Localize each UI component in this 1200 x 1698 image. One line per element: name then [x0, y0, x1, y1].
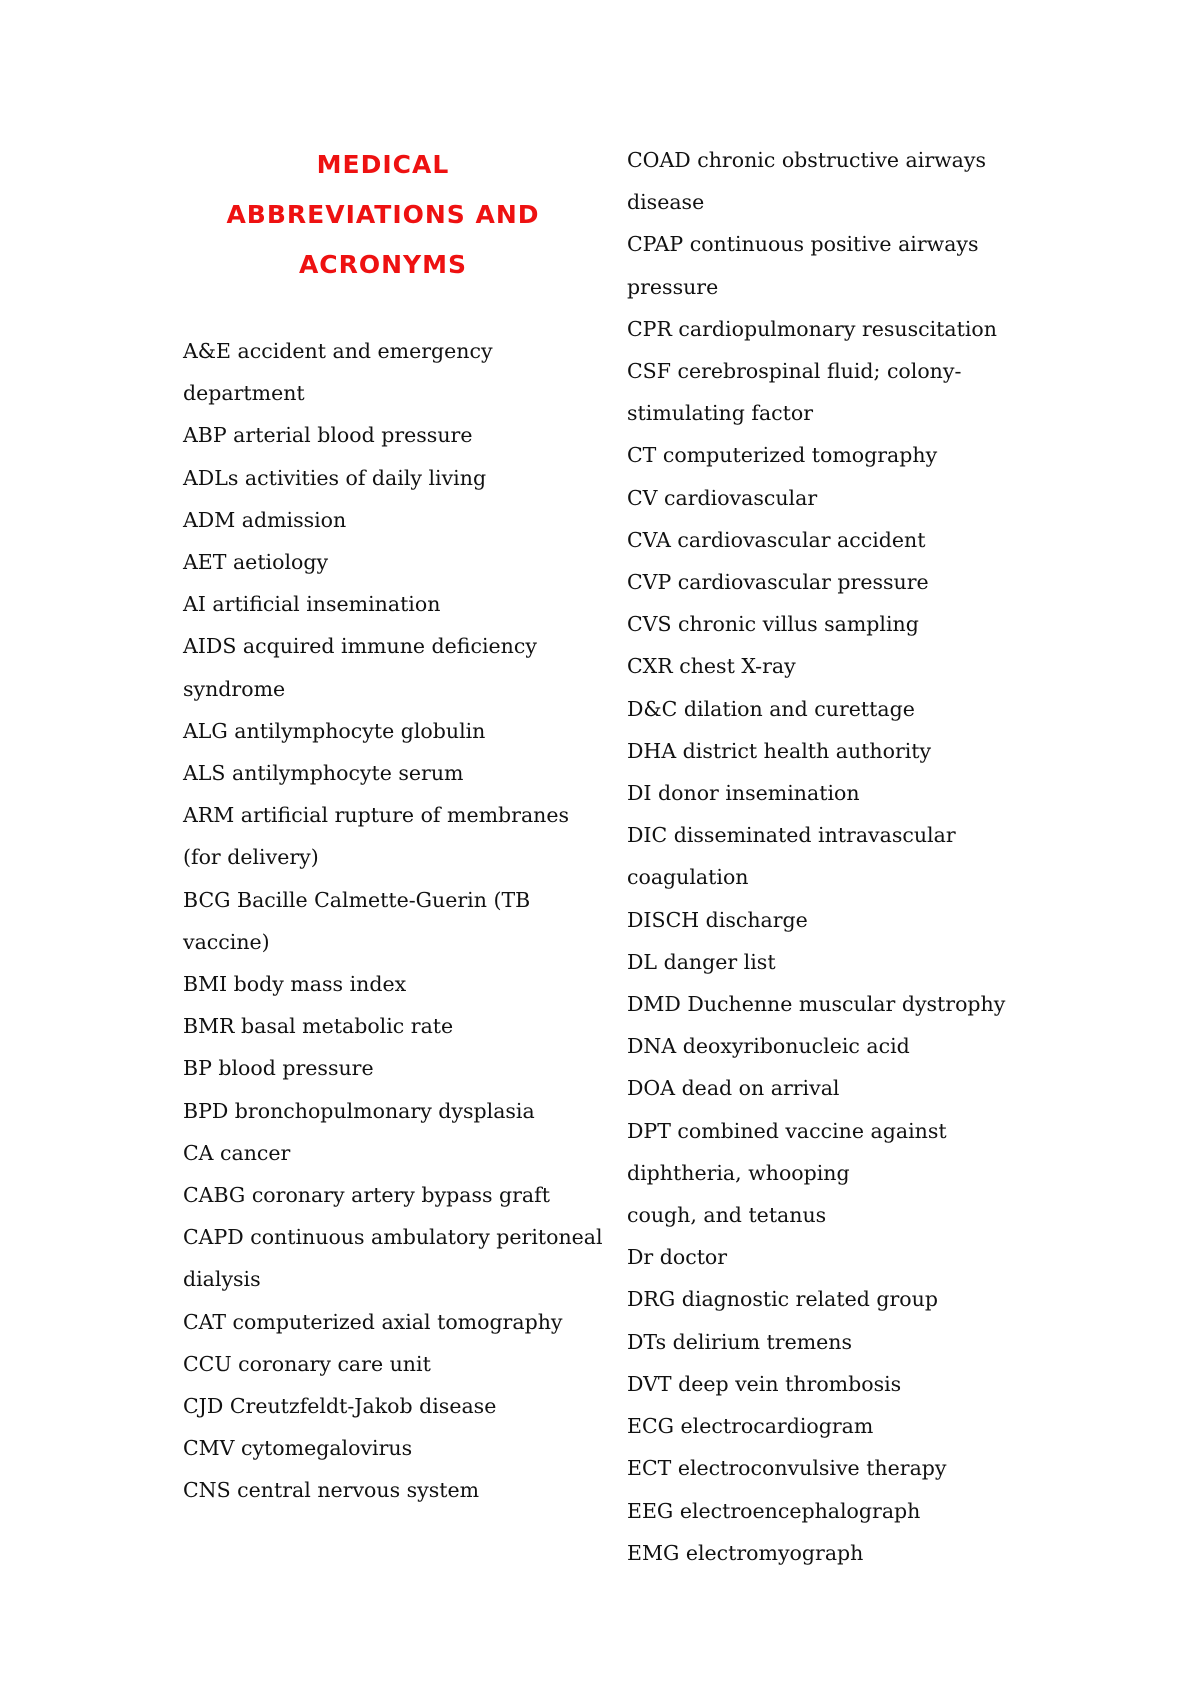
abbreviation-line: ADM admission	[183, 507, 347, 532]
abbreviation-line: DTs delirium tremens	[627, 1329, 852, 1354]
abbreviation-line: CV cardiovascular	[627, 485, 818, 510]
abbreviation-line: AIDS acquired immune deficiency	[183, 634, 537, 659]
abbreviation-line: cough, and tetanus	[627, 1203, 827, 1228]
abbreviation-line: syndrome	[183, 676, 286, 701]
abbreviation-line: A&E accident and emergency	[183, 339, 493, 363]
abbreviation-line: disease	[627, 190, 705, 215]
abbreviation-line: ALS antilymphocyte serum	[183, 761, 464, 786]
abbreviation-line: AET aetiology	[183, 550, 329, 575]
abbreviation-line: ALG antilymphocyte globulin	[183, 718, 486, 743]
abbreviation-line: DPT combined vaccine against	[627, 1118, 947, 1143]
abbreviation-line: CABG coronary artery bypass graft	[183, 1183, 550, 1208]
abbreviation-line: BMI body mass index	[183, 972, 407, 997]
abbreviation-line: Dr doctor	[627, 1245, 728, 1270]
abbreviation-line: ABP arterial blood pressure	[183, 423, 473, 448]
page-title	[183, 140, 583, 290]
abbreviation-line: BCG Bacille Calmette-Guerin (TB	[183, 887, 531, 912]
abbreviation-line: CAPD continuous ambulatory peritoneal	[183, 1225, 603, 1250]
abbreviation-line: BMR basal metabolic rate	[183, 1014, 454, 1039]
abbreviation-line: DL danger list	[627, 949, 776, 974]
abbreviation-line: BPD bronchopulmonary dysplasia	[183, 1098, 535, 1123]
abbreviation-line: COAD chronic obstructive airways	[627, 148, 987, 172]
abbreviation-line: CT computerized tomography	[627, 443, 938, 468]
abbreviation-line: DIC disseminated intravascular	[627, 823, 956, 848]
abbreviation-line: dialysis	[183, 1267, 261, 1292]
abbreviation-line: CNS central nervous system	[183, 1478, 480, 1503]
abbreviation-line: DVT deep vein thrombosis	[627, 1371, 902, 1396]
abbreviation-line: diphtheria, whooping	[627, 1160, 850, 1185]
abbreviation-line: AI artificial insemination	[183, 592, 441, 617]
abbreviation-line: DI donor insemination	[627, 781, 860, 806]
abbreviation-line: stimulating factor	[627, 401, 814, 426]
title-line-3: ACRONYMS	[298, 250, 468, 279]
abbreviation-line: (for delivery)	[183, 845, 319, 870]
abbreviation-line: DRG diagnostic related group	[627, 1287, 938, 1312]
abbreviation-line: CA cancer	[183, 1140, 291, 1165]
abbreviation-line: pressure	[627, 274, 719, 299]
abbreviation-line: CCU coronary care unit	[183, 1351, 431, 1376]
abbreviation-line: ECT electroconvulsive therapy	[627, 1456, 947, 1481]
abbreviation-line: EMG electromyograph	[627, 1540, 864, 1565]
abbreviation-line: CPAP continuous positive airways	[627, 232, 979, 257]
right-column	[627, 139, 1005, 1574]
abbreviation-line: DISCH discharge	[627, 907, 808, 932]
abbreviation-line: BP blood pressure	[183, 1056, 374, 1081]
abbreviation-line: DHA district health authority	[627, 738, 932, 763]
abbreviation-line: ARM artificial rupture of membranes	[183, 803, 570, 828]
abbreviation-line: DMD Duchenne muscular dystrophy	[627, 992, 1006, 1017]
abbreviation-line: CXR chest X-ray	[627, 654, 796, 679]
abbreviation-line: CVA cardiovascular accident	[627, 527, 926, 552]
abbreviation-line: CSF cerebrospinal fluid; colony-	[627, 359, 962, 384]
abbreviation-line: CMV cytomegalovirus	[183, 1436, 413, 1461]
abbreviation-line: vaccine)	[183, 929, 270, 954]
abbreviation-line: coagulation	[627, 865, 749, 890]
abbreviation-line: ECG electrocardiogram	[627, 1414, 874, 1439]
abbreviation-line: DNA deoxyribonucleic acid	[627, 1034, 910, 1059]
left-column	[183, 330, 603, 1512]
abbreviation-line: CJD Creutzfeldt-Jakob disease	[183, 1394, 497, 1419]
title-line-2: ABBREVIATIONS AND	[226, 200, 540, 229]
title-line-1: MEDICAL	[316, 150, 450, 179]
abbreviation-line: department	[183, 381, 305, 406]
abbreviation-line: ADLs activities of daily living	[183, 465, 487, 490]
abbreviation-line: D&C dilation and curettage	[627, 696, 915, 721]
abbreviation-line: CAT computerized axial tomography	[183, 1309, 563, 1334]
abbreviation-line: CVP cardiovascular pressure	[627, 570, 929, 595]
abbreviation-line: CVS chronic villus sampling	[627, 612, 919, 637]
abbreviation-line: CPR cardiopulmonary resuscitation	[627, 316, 997, 341]
abbreviation-line: DOA dead on arrival	[627, 1076, 840, 1101]
abbreviation-line: EEG electroencephalograph	[627, 1498, 921, 1523]
